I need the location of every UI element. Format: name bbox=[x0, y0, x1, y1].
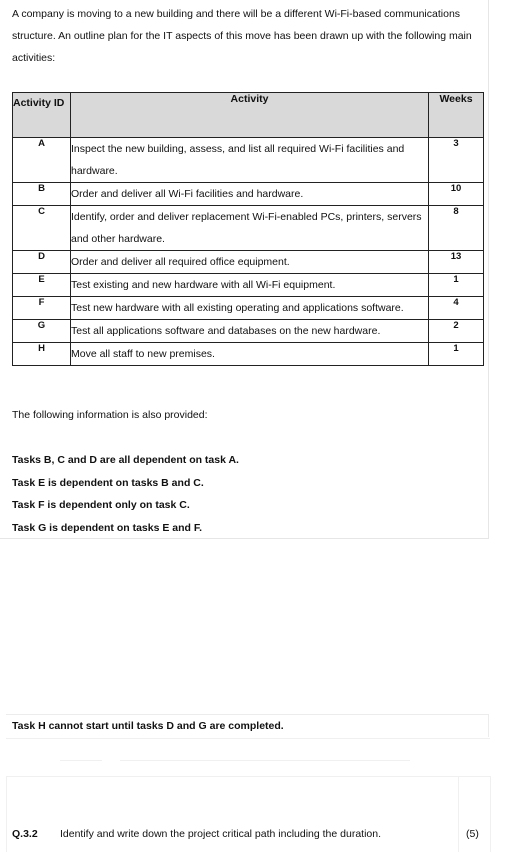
row-weeks: 1 bbox=[429, 343, 484, 366]
question-number: Q.3.2 bbox=[12, 828, 38, 840]
row-id: B bbox=[13, 183, 71, 206]
dependency-item: Tasks B, C and D are all dependent on task A. bbox=[12, 454, 239, 466]
row-activity: Test all applications software and databases on the new hardware. bbox=[71, 320, 429, 343]
info-intro: The following information is also provided: bbox=[12, 409, 208, 421]
table-row bbox=[13, 343, 484, 366]
table-header-row bbox=[13, 93, 484, 138]
divider bbox=[6, 776, 490, 777]
row-weeks: 3 bbox=[429, 138, 484, 183]
header-activity: Activity bbox=[71, 93, 429, 138]
dependency-item: Task E is dependent on tasks B and C. bbox=[12, 476, 204, 489]
divider bbox=[120, 760, 410, 761]
dependency-list bbox=[12, 449, 239, 539]
dependency-item: Task F is dependent only on task C. bbox=[12, 499, 190, 511]
row-activity: Order and deliver all Wi-Fi facilities and hardware. bbox=[71, 183, 429, 206]
row-activity: Test existing and new hardware with all Wi-Fi equipment. bbox=[71, 274, 429, 297]
row-id: F bbox=[13, 297, 71, 320]
row-id: H bbox=[13, 343, 71, 366]
row-weeks: 4 bbox=[429, 297, 484, 320]
table-row bbox=[13, 138, 484, 183]
header-weeks: Weeks bbox=[429, 93, 484, 138]
row-weeks: 2 bbox=[429, 320, 484, 343]
divider bbox=[6, 738, 490, 739]
dependency-item: Task G is dependent on tasks E and F. bbox=[12, 521, 203, 534]
table-row bbox=[13, 297, 484, 320]
row-id: D bbox=[13, 251, 71, 274]
row-activity: Order and deliver all required office equipment. bbox=[71, 251, 429, 274]
row-activity: Identify, order and deliver replacement Wi-Fi-enabled PCs, printers, servers and other hardware. bbox=[71, 206, 429, 251]
row-weeks: 1 bbox=[429, 274, 484, 297]
activity-table bbox=[12, 92, 484, 366]
table-row bbox=[13, 274, 484, 297]
row-id: E bbox=[13, 274, 71, 297]
divider bbox=[490, 776, 491, 852]
divider bbox=[60, 760, 102, 761]
row-activity: Move all staff to new premises. bbox=[71, 343, 429, 366]
table-row bbox=[13, 183, 484, 206]
header-activity-id: Activity ID bbox=[13, 93, 71, 138]
question-marks: (5) bbox=[466, 828, 479, 840]
task-h-box bbox=[6, 714, 489, 737]
table-row bbox=[13, 320, 484, 343]
intro-paragraph: A company is moving to a new building and there will be a different Wi-Fi-based communications structure. An outline plan for the IT aspects of this move has been drawn up with the following main activities: bbox=[12, 8, 472, 64]
question-row bbox=[0, 822, 490, 850]
row-activity: Test new hardware with all existing operating and applications software. bbox=[71, 297, 429, 320]
table-row bbox=[13, 251, 484, 274]
row-weeks: 13 bbox=[429, 251, 484, 274]
row-weeks: 10 bbox=[429, 183, 484, 206]
row-weeks: 8 bbox=[429, 206, 484, 251]
question-text: Identify and write down the project critical path including the duration. bbox=[60, 828, 382, 840]
row-id: A bbox=[13, 138, 71, 183]
task-h-note: Task H cannot start until tasks D and G are completed. bbox=[12, 720, 284, 732]
row-activity: Inspect the new building, assess, and list all required Wi-Fi facilities and hardware. bbox=[71, 138, 429, 183]
table-row bbox=[13, 206, 484, 251]
row-id: G bbox=[13, 320, 71, 343]
row-id: C bbox=[13, 206, 71, 251]
